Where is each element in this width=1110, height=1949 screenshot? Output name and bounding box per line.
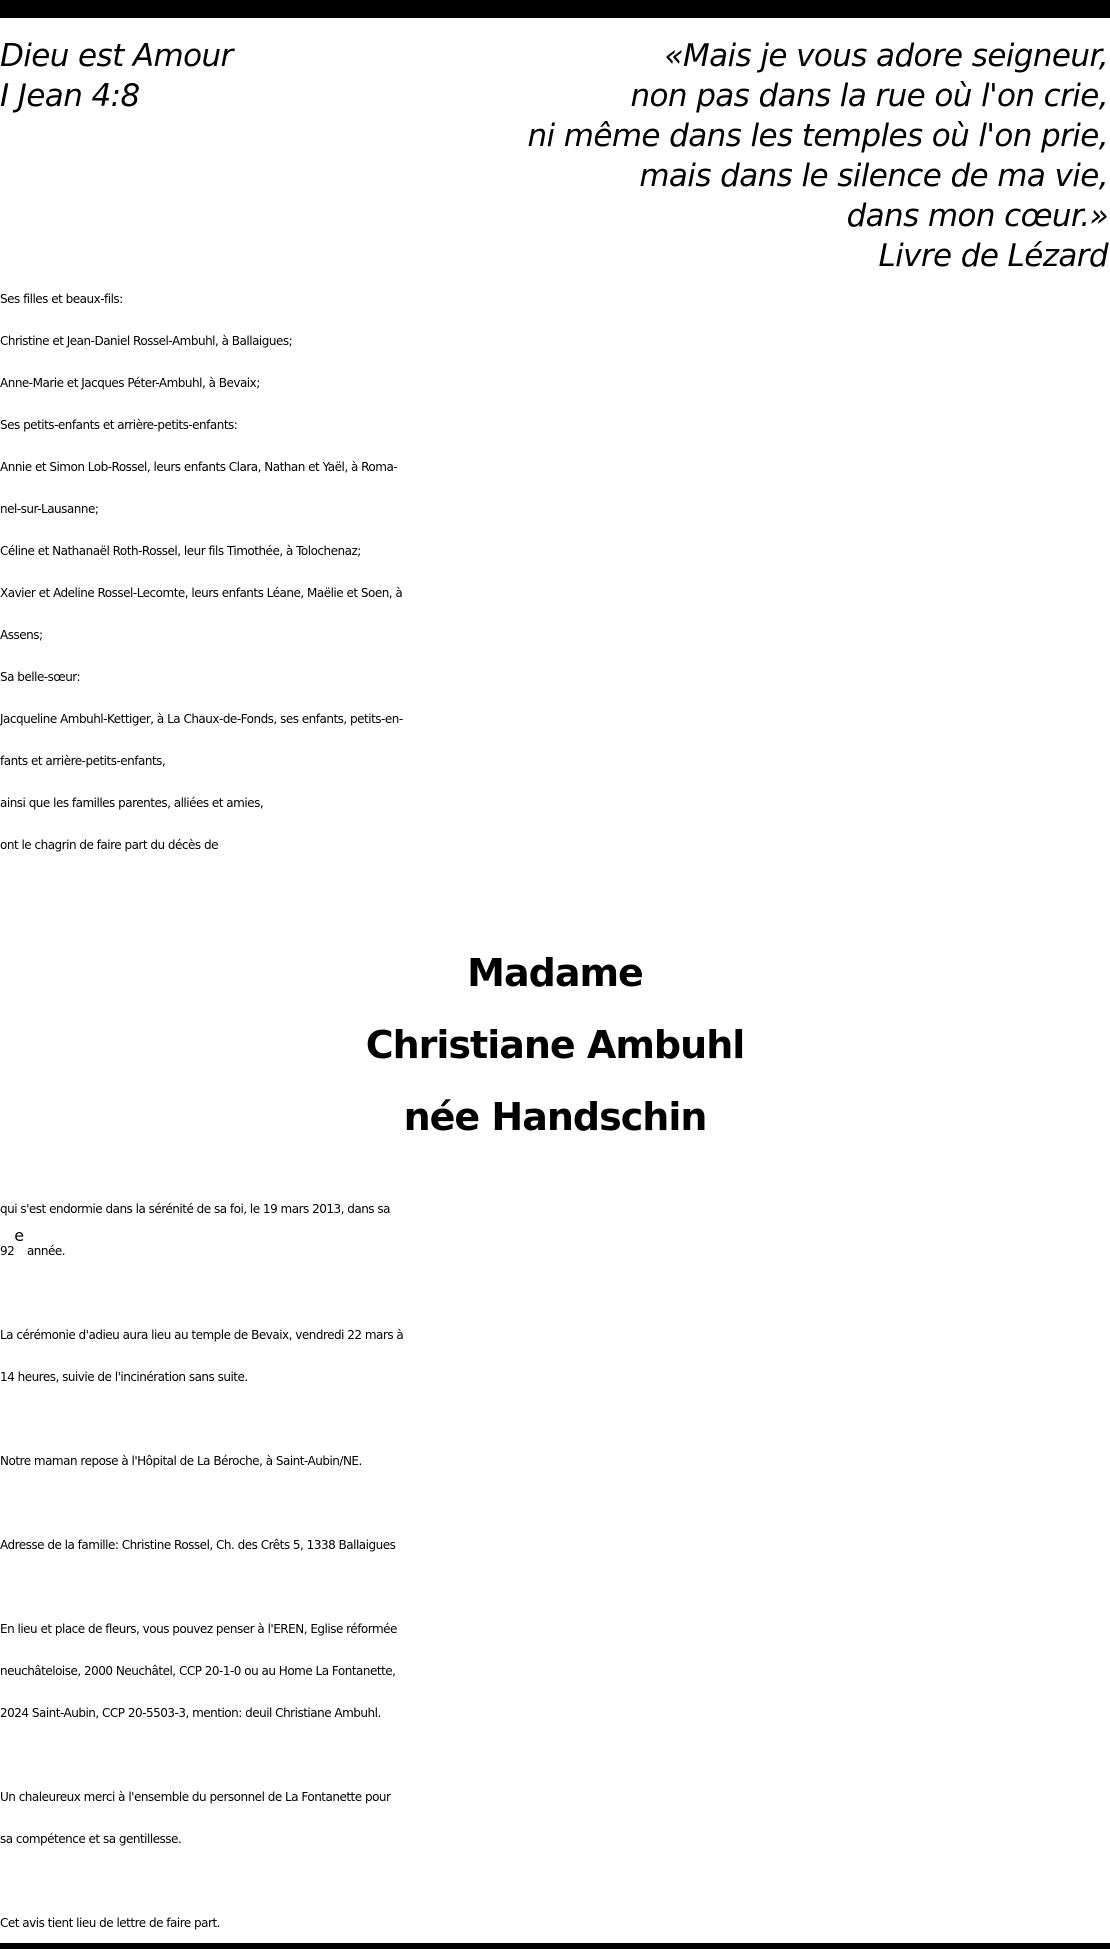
deceased-maiden-name: née Handschin: [403, 1095, 707, 1139]
family-line: Xavier et Adeline Rossel-Lecomte, leurs enfants Léane, Maëlie et Soen, à: [0, 586, 403, 600]
address-line: Adresse de la famille: Christine Rossel, Ch. des Crêts 5, 1338 Ballaigues: [0, 1538, 396, 1552]
family-line: Anne-Marie et Jacques Péter-Ambuhl, à Bevaix;: [0, 376, 260, 390]
age-word: année.: [26, 1244, 66, 1258]
quotation-line: non pas dans la rue où l'on crie,: [630, 78, 1108, 114]
family-line: Céline et Nathanaël Roth-Rossel, leur fils Timothée, à Tolochenaz;: [0, 544, 361, 558]
quotation: [527, 36, 1108, 276]
top-border-rule: [0, 0, 1110, 18]
bottom-border-rule: [0, 1943, 1110, 1949]
family-line: nel-sur-Lausanne;: [0, 502, 99, 516]
quotation-line: mais dans le silence de ma vie,: [639, 158, 1108, 194]
family-line: fants et arrière-petits-enfants,: [0, 754, 166, 768]
death-paragraph: [0, 1188, 1110, 1272]
donations-line: neuchâteloise, 2000 Neuchâtel, CCP 20-1-0 ou au Home La Fontanette,: [0, 1664, 396, 1678]
family-line: Ses filles et beaux-fils:: [0, 292, 123, 306]
thanks-paragraph: [0, 1776, 1110, 1860]
scripture-reference: [0, 36, 233, 116]
quotation-line: ni même dans les temples où l'on prie,: [527, 118, 1108, 154]
family-line: Assens;: [0, 628, 43, 642]
ceremony-line: 14 heures, suivie de l'incinération sans suite.: [0, 1370, 248, 1384]
age-ordinal: e: [14, 1226, 24, 1245]
quotation-line: dans mon cœur.»: [846, 198, 1108, 234]
ceremony-paragraph: [0, 1314, 1110, 1398]
family-line: ainsi que les familles parentes, alliées et amies,: [0, 796, 264, 810]
deceased-name-block: [0, 937, 1110, 1153]
notice-body: [0, 1188, 1110, 1944]
rest-line: Notre maman repose à l'Hôpital de La Béroche, à Saint-Aubin/NE.: [0, 1454, 362, 1468]
family-line: ont le chagrin de faire part du décès de: [0, 838, 218, 852]
ceremony-line: La cérémonie d'adieu aura lieu au temple de Bevaix, vendredi 22 mars à: [0, 1328, 404, 1342]
age-line: [0, 1226, 1110, 1272]
family-line: Sa belle-sœur:: [0, 670, 81, 684]
address-paragraph: [0, 1524, 1110, 1566]
donations-line: En lieu et place de fleurs, vous pouvez penser à l'EREN, Eglise réformée: [0, 1622, 397, 1636]
family-line: Christine et Jean-Daniel Rossel-Ambuhl, à Ballaigues;: [0, 334, 293, 348]
family-announcement: [0, 278, 1110, 866]
deceased-title: Madame: [467, 951, 643, 995]
closing-paragraph: [0, 1902, 1110, 1944]
family-line: Ses petits-enfants et arrière-petits-enfants:: [0, 418, 238, 432]
deceased-name: Christiane Ambuhl: [365, 1023, 745, 1067]
scripture-line: Dieu est Amour: [0, 38, 233, 74]
family-line: Annie et Simon Lob-Rossel, leurs enfants Clara, Nathan et Yaël, à Roma-: [0, 460, 398, 474]
closing-line: Cet avis tient lieu de lettre de faire part.: [0, 1916, 220, 1930]
rest-paragraph: [0, 1440, 1110, 1482]
donations-line: 2024 Saint-Aubin, CCP 20-5503-3, mention: deuil Christiane Ambuhl.: [0, 1706, 381, 1720]
scripture-line: I Jean 4:8: [0, 78, 140, 114]
quotation-line: «Mais je vous adore seigneur,: [664, 38, 1108, 74]
quotation-source: Livre de Lézard: [878, 238, 1108, 274]
thanks-line: Un chaleureux merci à l'ensemble du personnel de La Fontanette pour: [0, 1790, 391, 1804]
family-line: Jacqueline Ambuhl-Kettiger, à La Chaux-de-Fonds, ses enfants, petits-en-: [0, 712, 403, 726]
thanks-line: sa compétence et sa gentillesse.: [0, 1832, 182, 1846]
age-number: 92: [0, 1244, 15, 1258]
death-line: qui s'est endormie dans la sérénité de sa foi, le 19 mars 2013, dans sa: [0, 1202, 390, 1216]
donations-paragraph: [0, 1608, 1110, 1734]
